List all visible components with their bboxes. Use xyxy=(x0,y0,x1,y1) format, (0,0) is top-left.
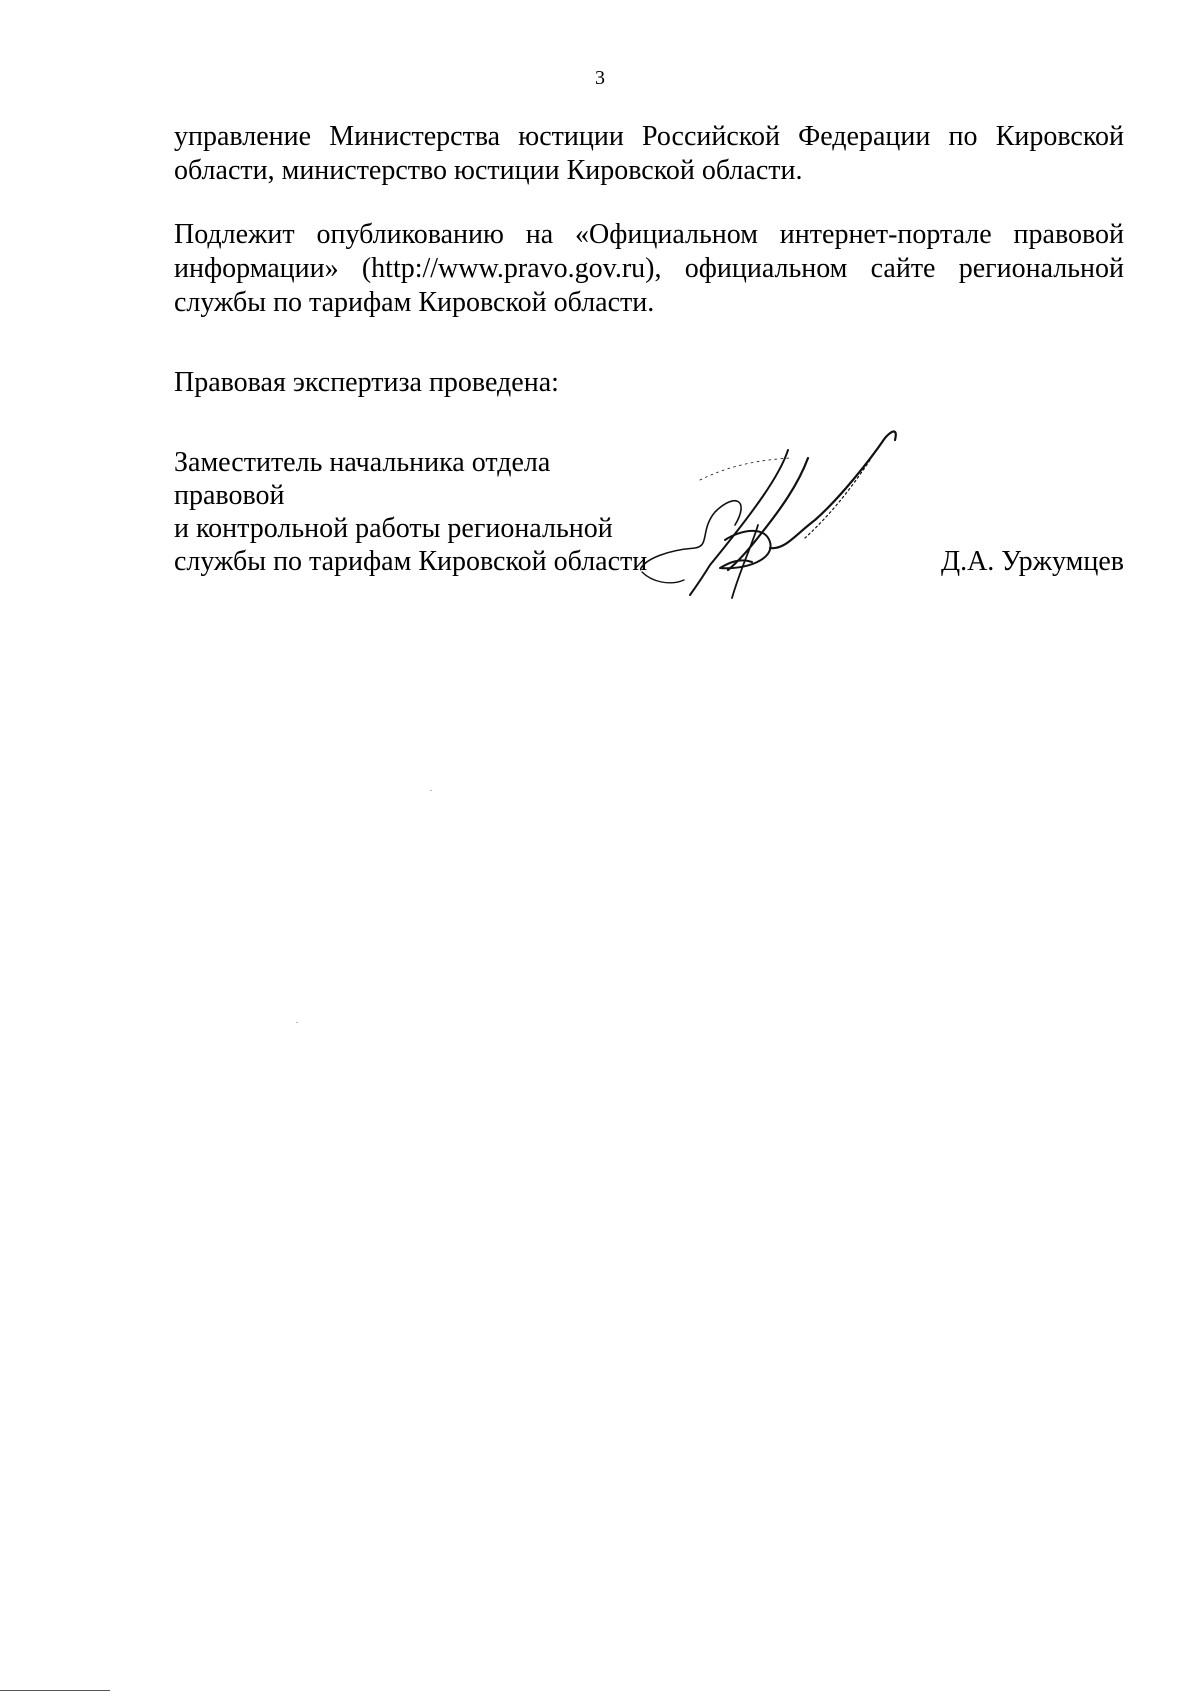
paragraph-ministry-notice: управление Министерства юстиции Российской Федерации по Кировской области, министерство юстиции Кировской области. xyxy=(174,121,1124,186)
scan-speck xyxy=(430,790,432,791)
position-line: службы по тарифам Кировской области xyxy=(174,546,648,577)
page-number: 3 xyxy=(595,67,605,89)
paragraph-publication-notice: Подлежит опубликованию на «Официальном интернет-портале правовой информации» (http://www.pravo.gov.ru), официальном сайте региональной службы по тарифам Кировской области. xyxy=(174,219,1124,318)
paragraph-legal-review: Правовая экспертиза проведена: xyxy=(174,367,559,398)
position-line: и контрольной работы региональной xyxy=(174,513,613,544)
position-line: правовой xyxy=(174,480,285,511)
position-line: Заместитель начальника отдела xyxy=(174,447,551,478)
scan-speck xyxy=(296,1022,298,1023)
scan-edge-line xyxy=(0,1690,110,1691)
signer-name: Д.А. Уржумцев xyxy=(940,546,1124,577)
handwritten-signature xyxy=(640,430,940,605)
